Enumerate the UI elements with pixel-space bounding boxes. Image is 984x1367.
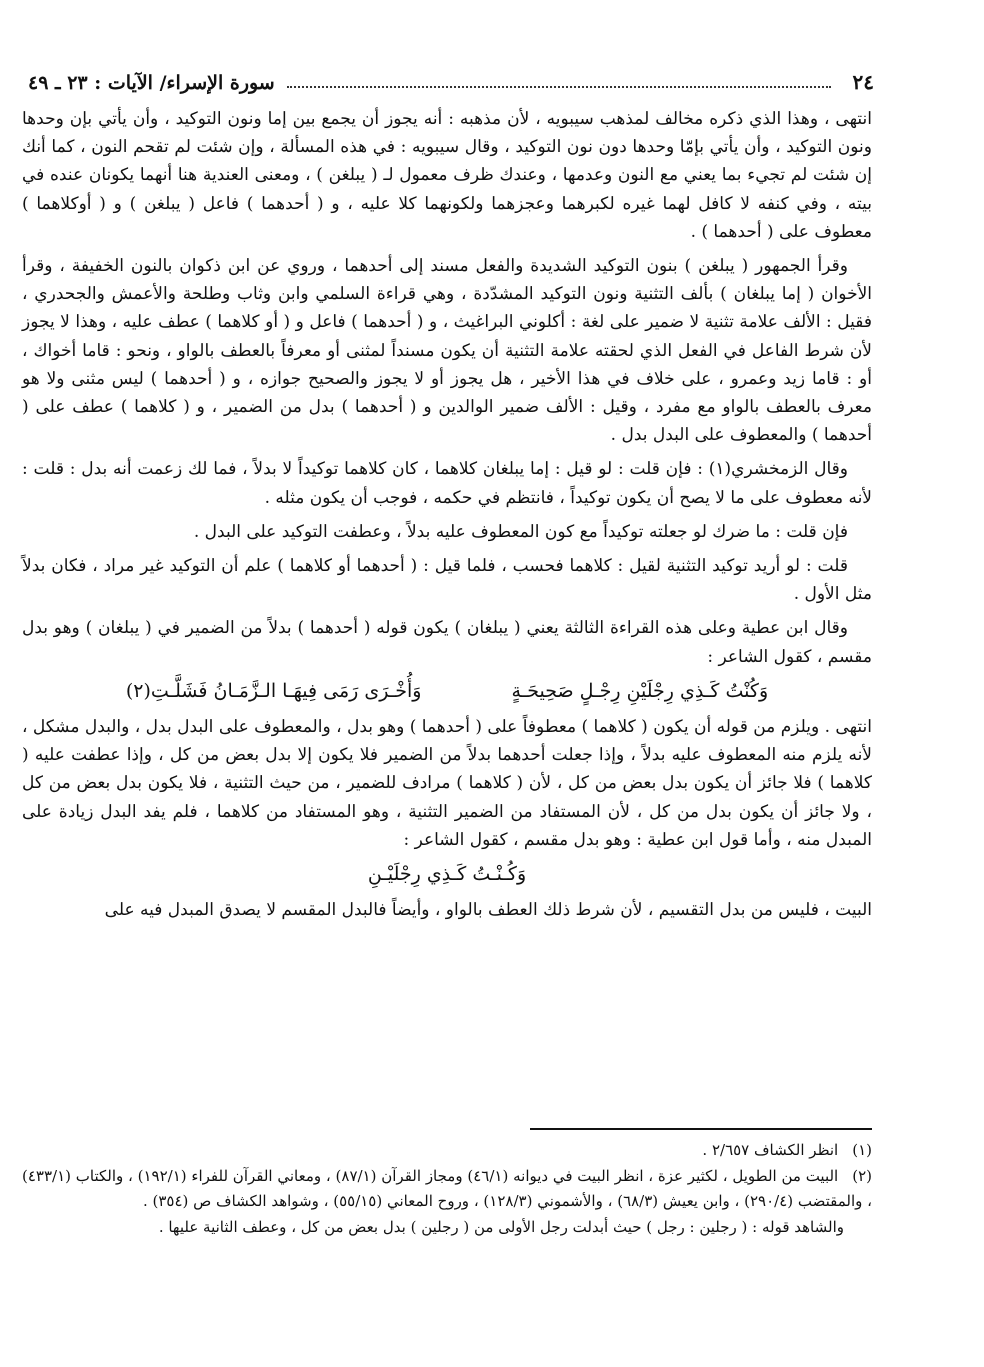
footnotes xyxy=(22,1138,872,1240)
main-text xyxy=(22,105,872,930)
running-header xyxy=(28,60,874,94)
page-number: ٢٤ xyxy=(852,70,874,94)
poetry-verse-short xyxy=(22,860,872,888)
header-dotted-leader xyxy=(287,86,831,88)
footnote-number: (١) xyxy=(852,1141,872,1159)
footnote-continuation: والشاهد قوله : ( رجلين : رجل ) حيث أبدلت رجل الأولى من ( رجلين ) بدل بعض من كل ، وعطف الثانية عليها . xyxy=(158,1217,844,1236)
footnote xyxy=(22,1138,872,1164)
verse-second-hemistich: وَأُخْـرَى رَمَى فِيهَـا الـزَّمَـانُ فَشَلَّـتِ(٢) xyxy=(125,679,422,702)
paragraph: انتهى . ويلزم من قوله أن يكون ( كلاهما ) معطوفاً على ( أحدهما ) وهو بدل ، والمعطوف على البدل بدل ، والبدل مشكل ، لأنه يلزم منه المعطوف عليه بدلاً ، وإذا جعلت أحدهما بدلاً من الضمير فلا يكون إلا بدل بعض من كل ، وإذا عطفت عليه ( كلاهما ) فلا جائز أن يكون بدل بعض من كل ، لأن ( كلاهما ) مرادف للضمير ، من حيث التثنية ، فلا يكون بدل بعض من كل ، ولا جائز أن يكون بدل من كل ، لأن المستفاد من الضمير التثنية ، وهو المستفاد من كلاهما ، فلم يفد البدل زيادة على المبدل منه ، وأما قول ابن عطية : وهو بدل مقسم ، كقول الشاعر : xyxy=(22,717,872,850)
footnote xyxy=(22,1164,872,1215)
footnote-text: البيت من الطويل ، لكثير عزة ، انظر البيت في ديوانه (٤٦/١) ومجاز القرآن (٨٧/١) ، ومعاني القرآن للفراء (١٩٢/١) ، والكتاب (٤٣٣/١) ، والمقتضب (٢٩٠/٤) ، وابن يعيش (٦٨/٣) ، والأشموني (١٢٨/٣) ، وروح المعاني (٥٥/١٥) ، وشواهد الكشاف ص (٣٥٤) . xyxy=(22,1166,872,1210)
poetry-verse xyxy=(22,677,872,705)
paragraph: وقرأ الجمهور ( يبلغن ) بنون التوكيد الشديدة والفعل مسند إلى أحدهما ، وروي عن ابن ذكوان بالنون الخفيفة ، وقرأ الأخوان ( إما يبلغان ) بألف التثنية ونون التوكيد المشدّدة ، وهي قراءة السلمي وابن وثاب وطلحة والأعمش والجحدري ، فقيل : الألف علامة تثنية لا ضمير على لغة : أكلوني البراغيث ، و ( أحدهما ) فاعل و ( أو كلاهما ) عطف عليه ، وهذا لا يجوز لأن شرط الفاعل في الفعل الذي لحقته علامة التثنية أن يكون مسنداً لمثنى أو معرفاً بالعطف بالواو ، ونحو : قاما أخواك ، أو : قاما زيد وعمرو ، على خلاف في هذا الأخير ، هل يجوز أو لا يجوز والصحيح جوازه ، و ( أحدهما ) ليس مثنى ولا هو معرف بالعطف بالواو مع مفرد ، وقيل : الألف ضمير الوالدين و ( أحدهما ) بدل من الضمير ، و ( كلاهما ) عطف على ( أحدهما ) والمعطوف على البدل بدل . xyxy=(22,256,872,446)
paragraph: قلت : لو أريد توكيد التثنية لقيل : كلاهما فحسب ، فلما قيل : ( أحدهما أو كلاهما ) علم أن التوكيد غير مراد ، فكان بدلاً مثل الأول . xyxy=(22,556,872,605)
footnote-text: انظر الكشاف ٢/٦٥٧ . xyxy=(702,1141,839,1159)
paragraph: فإن قلت : ما ضرك لو جعلته توكيداً مع كون المعطوف عليه بدلاً ، وعطفت التوكيد على البدل . xyxy=(193,521,848,542)
paragraph: انتهى ، وهذا الذي ذكره مخالف لمذهب سيبويه ، لأن مذهبه : أنه يجوز أن يجمع بين إما ونون التوكيد ، وأن يأتي بإن وحدها ونون التوكيد ، وأن يأتي بإمّا وحدها دون نون التوكيد ، وقال سيبويه : في هذه المسألة ، وإن شئت لم تقحم النون ، كما أنك إن شئت لم تجيء بما يعني مع النون وعدمها ، وعندك ظرف معمول لـ ( يبلغن ) ، ومعنى العندية هنا أنهما يكونان عنده في بيته ، وفي كنفه لا كافل لهما غيره لكبرهما وعجزهما ولكونهما كلا عليه ، و ( أحدهما ) فاعل ( يبلغن ) و ( أوكلاهما ) معطوف على ( أحدهما ) . xyxy=(22,109,872,242)
footnote-number: (٢) xyxy=(852,1166,872,1185)
verse-first-hemistich: وَكُنْتُ كَـذِي رِجْلَيْنِ رِجْـلٍ صَحِيحَـةٍ xyxy=(511,679,769,702)
surah-title: سورة الإسراء/ الآيات : ٢٣ ـ ٤٩ xyxy=(28,72,275,94)
paragraph: وقال الزمخشري(١) : فإن قلت : لو قيل : إما يبلغان كلاهما ، كان كلاهما توكيداً لا بدلاً ، فما لك زعمت أنه بدل : قلت : لأنه معطوف على ما لا يصح أن يكون توكيداً ، فانتظم في حكمه ، فوجب أن يكون مثله . xyxy=(22,459,872,508)
paragraph: وقال ابن عطية وعلى هذه القراءة الثالثة يعني ( يبلغان ) يكون قوله ( أحدهما ) بدلاً من الضمير في ( يبلغان ) وهو بدل مقسم ، كقول الشاعر : xyxy=(22,618,872,667)
verse-fragment: وَكُـنْـتُ كَـذِي رِجْلَيْـنِ xyxy=(367,863,527,886)
footnote-separator xyxy=(530,1128,872,1130)
paragraph: البيت ، فليس من بدل التقسيم ، لأن شرط ذلك العطف بالواو ، وأيضاً فالبدل المقسم لا يصدق المبدل فيه على xyxy=(104,900,872,921)
